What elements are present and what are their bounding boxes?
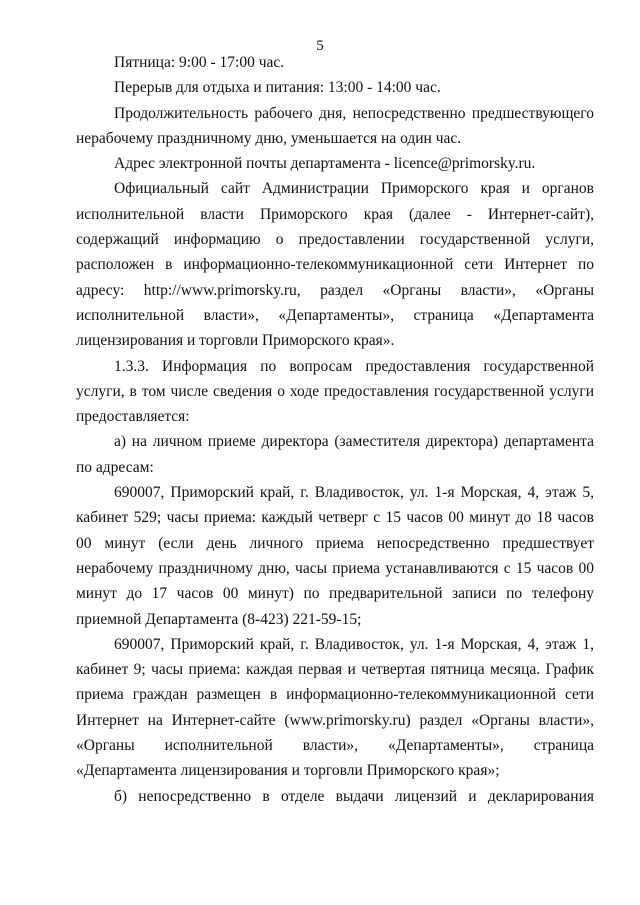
page-number: 5 xyxy=(316,38,324,54)
document-body xyxy=(76,50,594,809)
paragraph-email: Адрес электронной почты департамента - licence@primorsky.ru. xyxy=(114,155,536,173)
paragraph-address-office-9: 690007, Приморский край, г. Владивосток, ул. 1-я Морская, 4, этаж 1, кабинет 9; часы приема: каждая первая и четвертая пятница месяца. График приема граждан размещен в информационно-телекоммуникационной сети Интернет на Интернет-сайте (www.primorsky.ru) раздел «Органы власти», «Органы исполнительной власти», «Департаменты», страница «Департамента лицензирования и торговли Приморского края»; xyxy=(76,635,594,780)
paragraph-lunch-break: Перерыв для отдыха и питания: 13:00 - 14:00 час. xyxy=(114,79,441,97)
paragraph-item-b: б) непосредственно в отделе выдачи лицензий и декларирования xyxy=(114,787,594,805)
paragraph-address-office-529: 690007, Приморский край, г. Владивосток, ул. 1-я Морская, 4, этаж 5, кабинет 529; часы приема: каждый четверг с 15 часов 00 минут до 18 часов 00 минут (если день личного приема непосредственно предшествует нерабочему праздничному дню, часы приема устанавливаются с 15 часов 00 минут до 17 часов 00 минут) по предварительной записи по телефону приемной Департамента (8-423) 221-59-15; xyxy=(76,484,594,628)
paragraph-official-site: Официальный сайт Администрации Приморского края и органов исполнительной власти Приморского края (далее - Интернет-сайт), содержащий информацию о предоставлении государственной услуги, расположен в информационно-телекоммуникационной сети Интернет по адресу: http://www.primorsky.ru, раздел «Органы власти», «Органы исполнительной власти», «Департаменты», страница «Департамента лицензирования и торговли Приморского края». xyxy=(76,180,594,350)
paragraph-1-3-3: 1.3.3. Информация по вопросам предоставления государственной услуги, в том числе сведения о ходе предоставления государственной услуги предоставляется: xyxy=(76,357,594,426)
paragraph-item-a: а) на личном приеме директора (заместителя директора) департамента по адресам: xyxy=(76,433,594,476)
paragraph-friday-hours: Пятница: 9:00 - 17:00 час. xyxy=(114,54,285,71)
paragraph-pre-holiday-hours: Продолжительность рабочего дня, непосредственно предшествующего нерабочему праздничному дню, уменьшается на один час. xyxy=(76,104,594,147)
